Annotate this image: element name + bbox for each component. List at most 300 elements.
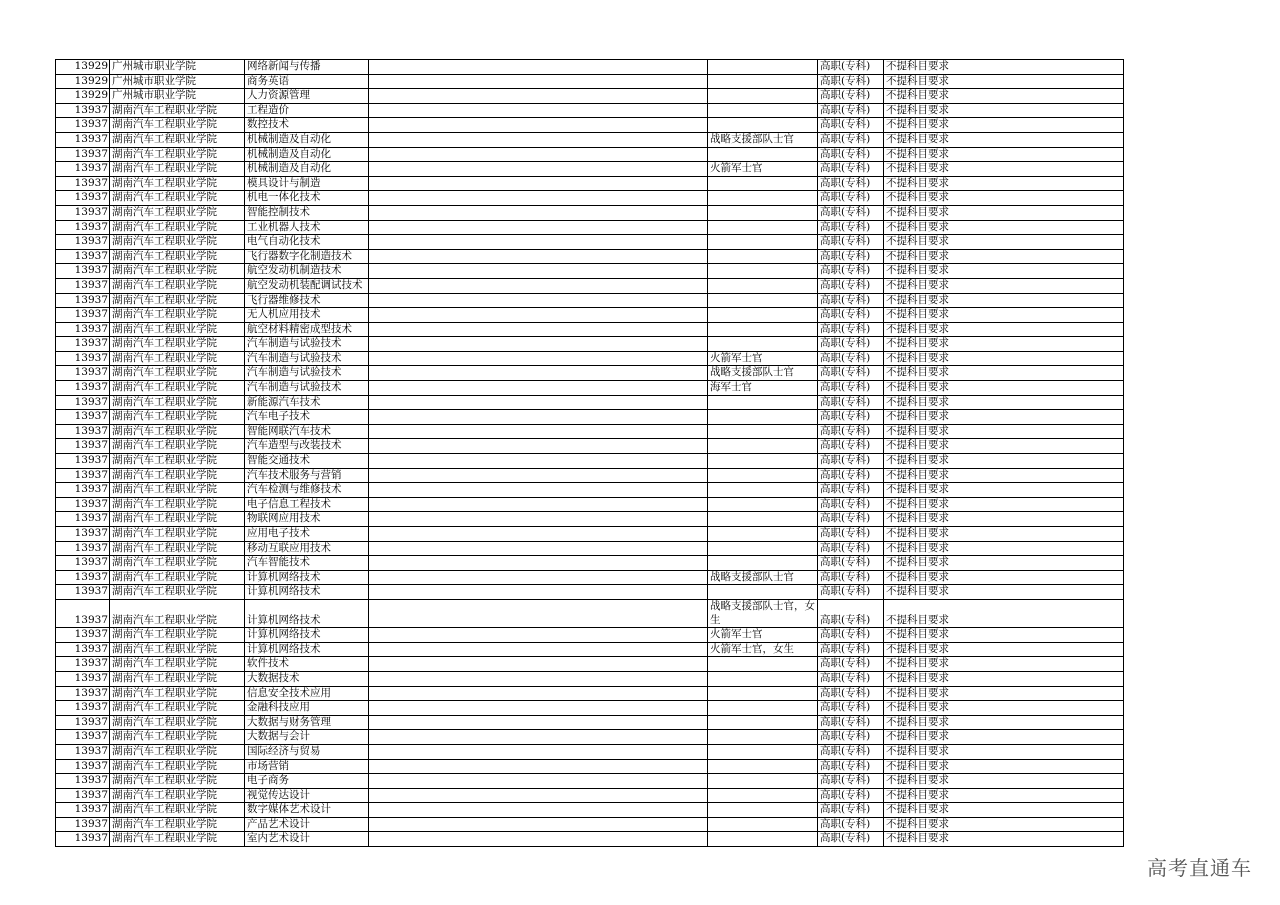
major-cell: 飞行器数字化制造技术 bbox=[245, 249, 369, 264]
level-cell: 高职(专科) bbox=[818, 556, 884, 571]
empty-cell bbox=[369, 744, 708, 759]
major-cell: 新能源汽车技术 bbox=[245, 395, 369, 410]
level-cell: 高职(专科) bbox=[818, 249, 884, 264]
table-row bbox=[56, 497, 1124, 512]
school-name-cell: 湖南汽车工程职业学院 bbox=[110, 803, 245, 818]
subject-requirement-cell: 不提科目要求 bbox=[884, 351, 1124, 366]
empty-cell bbox=[369, 454, 708, 469]
table-row bbox=[56, 628, 1124, 643]
empty-cell bbox=[369, 60, 708, 75]
table-row bbox=[56, 381, 1124, 396]
subject-requirement-cell: 不提科目要求 bbox=[884, 570, 1124, 585]
school-name-cell: 湖南汽车工程职业学院 bbox=[110, 191, 245, 206]
major-cell: 大数据与财务管理 bbox=[245, 715, 369, 730]
note-cell bbox=[708, 671, 818, 686]
level-cell: 高职(专科) bbox=[818, 817, 884, 832]
major-cell: 室内艺术设计 bbox=[245, 832, 369, 847]
school-name-cell: 湖南汽车工程职业学院 bbox=[110, 439, 245, 454]
empty-cell bbox=[369, 701, 708, 716]
empty-cell bbox=[369, 817, 708, 832]
level-cell: 高职(专科) bbox=[818, 89, 884, 104]
table-row bbox=[56, 599, 1124, 627]
note-cell bbox=[708, 220, 818, 235]
subject-requirement-cell: 不提科目要求 bbox=[884, 322, 1124, 337]
major-cell: 航空发动机制造技术 bbox=[245, 264, 369, 279]
major-cell: 航空材料精密成型技术 bbox=[245, 322, 369, 337]
subject-requirement-cell: 不提科目要求 bbox=[884, 308, 1124, 323]
major-cell: 汽车电子技术 bbox=[245, 410, 369, 425]
level-cell: 高职(专科) bbox=[818, 235, 884, 250]
level-cell: 高职(专科) bbox=[818, 759, 884, 774]
table-row bbox=[56, 686, 1124, 701]
table-row bbox=[56, 527, 1124, 542]
school-code-cell: 13937 bbox=[56, 410, 110, 425]
subject-requirement-cell: 不提科目要求 bbox=[884, 599, 1124, 627]
school-code-cell: 13937 bbox=[56, 381, 110, 396]
note-cell bbox=[708, 556, 818, 571]
table-row bbox=[56, 585, 1124, 600]
school-name-cell: 湖南汽车工程职业学院 bbox=[110, 162, 245, 177]
school-name-cell: 湖南汽车工程职业学院 bbox=[110, 235, 245, 250]
empty-cell bbox=[369, 832, 708, 847]
empty-cell bbox=[369, 468, 708, 483]
note-cell bbox=[708, 60, 818, 75]
school-name-cell: 湖南汽车工程职业学院 bbox=[110, 788, 245, 803]
level-cell: 高职(专科) bbox=[818, 803, 884, 818]
major-cell: 电气自动化技术 bbox=[245, 235, 369, 250]
school-name-cell: 湖南汽车工程职业学院 bbox=[110, 132, 245, 147]
table-row bbox=[56, 483, 1124, 498]
level-cell: 高职(专科) bbox=[818, 395, 884, 410]
level-cell: 高职(专科) bbox=[818, 671, 884, 686]
major-cell: 人力资源管理 bbox=[245, 89, 369, 104]
level-cell: 高职(专科) bbox=[818, 628, 884, 643]
level-cell: 高职(专科) bbox=[818, 788, 884, 803]
table-row bbox=[56, 774, 1124, 789]
level-cell: 高职(专科) bbox=[818, 570, 884, 585]
school-name-cell: 湖南汽车工程职业学院 bbox=[110, 512, 245, 527]
school-name-cell: 湖南汽车工程职业学院 bbox=[110, 308, 245, 323]
major-cell: 产品艺术设计 bbox=[245, 817, 369, 832]
major-cell: 视觉传达设计 bbox=[245, 788, 369, 803]
subject-requirement-cell: 不提科目要求 bbox=[884, 337, 1124, 352]
school-code-cell: 13937 bbox=[56, 628, 110, 643]
note-cell bbox=[708, 410, 818, 425]
table-row bbox=[56, 132, 1124, 147]
school-code-cell: 13937 bbox=[56, 293, 110, 308]
school-code-cell: 13937 bbox=[56, 599, 110, 627]
table-row bbox=[56, 118, 1124, 133]
school-name-cell: 湖南汽车工程职业学院 bbox=[110, 556, 245, 571]
note-cell bbox=[708, 103, 818, 118]
empty-cell bbox=[369, 541, 708, 556]
empty-cell bbox=[369, 424, 708, 439]
empty-cell bbox=[369, 774, 708, 789]
major-cell: 汽车制造与试验技术 bbox=[245, 351, 369, 366]
level-cell: 高职(专科) bbox=[818, 657, 884, 672]
subject-requirement-cell: 不提科目要求 bbox=[884, 759, 1124, 774]
note-cell bbox=[708, 468, 818, 483]
note-cell bbox=[708, 497, 818, 512]
school-code-cell: 13937 bbox=[56, 642, 110, 657]
note-cell bbox=[708, 832, 818, 847]
note-cell bbox=[708, 817, 818, 832]
major-cell: 飞行器维修技术 bbox=[245, 293, 369, 308]
school-name-cell: 湖南汽车工程职业学院 bbox=[110, 366, 245, 381]
watermark: 高考直通车 bbox=[1147, 856, 1252, 880]
school-code-cell: 13937 bbox=[56, 322, 110, 337]
empty-cell bbox=[369, 249, 708, 264]
school-name-cell: 湖南汽车工程职业学院 bbox=[110, 628, 245, 643]
empty-cell bbox=[369, 439, 708, 454]
note-cell bbox=[708, 278, 818, 293]
note-cell: 战略支援部队士官 bbox=[708, 366, 818, 381]
level-cell: 高职(专科) bbox=[818, 293, 884, 308]
note-cell bbox=[708, 118, 818, 133]
school-code-cell: 13937 bbox=[56, 454, 110, 469]
major-cell: 移动互联应用技术 bbox=[245, 541, 369, 556]
table-row bbox=[56, 89, 1124, 104]
school-code-cell: 13929 bbox=[56, 74, 110, 89]
empty-cell bbox=[369, 89, 708, 104]
level-cell: 高职(专科) bbox=[818, 497, 884, 512]
note-cell bbox=[708, 512, 818, 527]
major-cell: 数控技术 bbox=[245, 118, 369, 133]
empty-cell bbox=[369, 147, 708, 162]
empty-cell bbox=[369, 381, 708, 396]
school-code-cell: 13937 bbox=[56, 512, 110, 527]
empty-cell bbox=[369, 570, 708, 585]
subject-requirement-cell: 不提科目要求 bbox=[884, 103, 1124, 118]
subject-requirement-cell: 不提科目要求 bbox=[884, 424, 1124, 439]
school-code-cell: 13937 bbox=[56, 817, 110, 832]
note-cell bbox=[708, 337, 818, 352]
major-cell: 市场营销 bbox=[245, 759, 369, 774]
note-cell bbox=[708, 249, 818, 264]
subject-requirement-cell: 不提科目要求 bbox=[884, 293, 1124, 308]
major-cell: 物联网应用技术 bbox=[245, 512, 369, 527]
major-cell: 电子信息工程技术 bbox=[245, 497, 369, 512]
note-cell bbox=[708, 759, 818, 774]
note-cell bbox=[708, 264, 818, 279]
empty-cell bbox=[369, 556, 708, 571]
level-cell: 高职(专科) bbox=[818, 264, 884, 279]
table-row bbox=[56, 817, 1124, 832]
subject-requirement-cell: 不提科目要求 bbox=[884, 249, 1124, 264]
school-code-cell: 13937 bbox=[56, 308, 110, 323]
school-code-cell: 13937 bbox=[56, 264, 110, 279]
level-cell: 高职(专科) bbox=[818, 322, 884, 337]
table-row bbox=[56, 715, 1124, 730]
note-cell bbox=[708, 176, 818, 191]
school-name-cell: 湖南汽车工程职业学院 bbox=[110, 147, 245, 162]
table-row bbox=[56, 337, 1124, 352]
major-cell: 机械制造及自动化 bbox=[245, 147, 369, 162]
subject-requirement-cell: 不提科目要求 bbox=[884, 527, 1124, 542]
level-cell: 高职(专科) bbox=[818, 744, 884, 759]
major-cell: 汽车制造与试验技术 bbox=[245, 381, 369, 396]
school-name-cell: 湖南汽车工程职业学院 bbox=[110, 103, 245, 118]
school-code-cell: 13937 bbox=[56, 424, 110, 439]
table-row bbox=[56, 74, 1124, 89]
major-cell: 汽车制造与试验技术 bbox=[245, 337, 369, 352]
school-code-cell: 13937 bbox=[56, 570, 110, 585]
subject-requirement-cell: 不提科目要求 bbox=[884, 628, 1124, 643]
level-cell: 高职(专科) bbox=[818, 176, 884, 191]
note-cell bbox=[708, 774, 818, 789]
level-cell: 高职(专科) bbox=[818, 147, 884, 162]
subject-requirement-cell: 不提科目要求 bbox=[884, 817, 1124, 832]
major-cell: 无人机应用技术 bbox=[245, 308, 369, 323]
level-cell: 高职(专科) bbox=[818, 103, 884, 118]
table-row bbox=[56, 395, 1124, 410]
major-cell: 计算机网络技术 bbox=[245, 628, 369, 643]
empty-cell bbox=[369, 103, 708, 118]
subject-requirement-cell: 不提科目要求 bbox=[884, 744, 1124, 759]
subject-requirement-cell: 不提科目要求 bbox=[884, 541, 1124, 556]
subject-requirement-cell: 不提科目要求 bbox=[884, 205, 1124, 220]
level-cell: 高职(专科) bbox=[818, 366, 884, 381]
level-cell: 高职(专科) bbox=[818, 832, 884, 847]
school-code-cell: 13937 bbox=[56, 483, 110, 498]
level-cell: 高职(专科) bbox=[818, 205, 884, 220]
subject-requirement-cell: 不提科目要求 bbox=[884, 686, 1124, 701]
subject-requirement-cell: 不提科目要求 bbox=[884, 468, 1124, 483]
school-name-cell: 湖南汽车工程职业学院 bbox=[110, 570, 245, 585]
table-row bbox=[56, 788, 1124, 803]
empty-cell bbox=[369, 118, 708, 133]
empty-cell bbox=[369, 220, 708, 235]
major-cell: 大数据技术 bbox=[245, 671, 369, 686]
school-name-cell: 湖南汽车工程职业学院 bbox=[110, 395, 245, 410]
subject-requirement-cell: 不提科目要求 bbox=[884, 832, 1124, 847]
subject-requirement-cell: 不提科目要求 bbox=[884, 803, 1124, 818]
major-cell: 汽车技术服务与营销 bbox=[245, 468, 369, 483]
enrollment-table bbox=[55, 59, 1124, 847]
table-row bbox=[56, 642, 1124, 657]
school-name-cell: 湖南汽车工程职业学院 bbox=[110, 817, 245, 832]
school-name-cell: 广州城市职业学院 bbox=[110, 74, 245, 89]
level-cell: 高职(专科) bbox=[818, 585, 884, 600]
empty-cell bbox=[369, 366, 708, 381]
table-row bbox=[56, 832, 1124, 847]
school-code-cell: 13937 bbox=[56, 468, 110, 483]
school-code-cell: 13937 bbox=[56, 497, 110, 512]
table-row bbox=[56, 278, 1124, 293]
empty-cell bbox=[369, 132, 708, 147]
school-code-cell: 13937 bbox=[56, 788, 110, 803]
school-code-cell: 13937 bbox=[56, 556, 110, 571]
major-cell: 网络新闻与传播 bbox=[245, 60, 369, 75]
school-code-cell: 13937 bbox=[56, 147, 110, 162]
school-name-cell: 湖南汽车工程职业学院 bbox=[110, 527, 245, 542]
school-name-cell: 湖南汽车工程职业学院 bbox=[110, 278, 245, 293]
school-name-cell: 广州城市职业学院 bbox=[110, 60, 245, 75]
level-cell: 高职(专科) bbox=[818, 642, 884, 657]
level-cell: 高职(专科) bbox=[818, 527, 884, 542]
subject-requirement-cell: 不提科目要求 bbox=[884, 264, 1124, 279]
note-cell bbox=[708, 191, 818, 206]
level-cell: 高职(专科) bbox=[818, 541, 884, 556]
note-cell bbox=[708, 541, 818, 556]
table-row bbox=[56, 570, 1124, 585]
subject-requirement-cell: 不提科目要求 bbox=[884, 657, 1124, 672]
school-code-cell: 13937 bbox=[56, 585, 110, 600]
note-cell bbox=[708, 322, 818, 337]
school-code-cell: 13937 bbox=[56, 220, 110, 235]
table-row bbox=[56, 176, 1124, 191]
school-name-cell: 湖南汽车工程职业学院 bbox=[110, 701, 245, 716]
empty-cell bbox=[369, 191, 708, 206]
school-name-cell: 湖南汽车工程职业学院 bbox=[110, 424, 245, 439]
note-cell bbox=[708, 483, 818, 498]
major-cell: 商务英语 bbox=[245, 74, 369, 89]
subject-requirement-cell: 不提科目要求 bbox=[884, 483, 1124, 498]
school-name-cell: 湖南汽车工程职业学院 bbox=[110, 351, 245, 366]
table-row bbox=[56, 191, 1124, 206]
table-row bbox=[56, 264, 1124, 279]
subject-requirement-cell: 不提科目要求 bbox=[884, 730, 1124, 745]
table-row bbox=[56, 454, 1124, 469]
school-code-cell: 13937 bbox=[56, 351, 110, 366]
major-cell: 大数据与会计 bbox=[245, 730, 369, 745]
school-name-cell: 湖南汽车工程职业学院 bbox=[110, 657, 245, 672]
level-cell: 高职(专科) bbox=[818, 730, 884, 745]
school-code-cell: 13937 bbox=[56, 671, 110, 686]
empty-cell bbox=[369, 686, 708, 701]
school-code-cell: 13937 bbox=[56, 527, 110, 542]
empty-cell bbox=[369, 176, 708, 191]
school-code-cell: 13937 bbox=[56, 118, 110, 133]
school-code-cell: 13937 bbox=[56, 176, 110, 191]
table-row bbox=[56, 60, 1124, 75]
major-cell: 计算机网络技术 bbox=[245, 642, 369, 657]
note-cell bbox=[708, 293, 818, 308]
empty-cell bbox=[369, 337, 708, 352]
empty-cell bbox=[369, 657, 708, 672]
level-cell: 高职(专科) bbox=[818, 774, 884, 789]
school-code-cell: 13937 bbox=[56, 774, 110, 789]
table-row bbox=[56, 103, 1124, 118]
school-name-cell: 湖南汽车工程职业学院 bbox=[110, 497, 245, 512]
empty-cell bbox=[369, 628, 708, 643]
level-cell: 高职(专科) bbox=[818, 278, 884, 293]
school-code-cell: 13937 bbox=[56, 395, 110, 410]
empty-cell bbox=[369, 205, 708, 220]
school-code-cell: 13937 bbox=[56, 832, 110, 847]
major-cell: 计算机网络技术 bbox=[245, 585, 369, 600]
empty-cell bbox=[369, 293, 708, 308]
school-code-cell: 13937 bbox=[56, 803, 110, 818]
major-cell: 智能交通技术 bbox=[245, 454, 369, 469]
note-cell: 海军士官 bbox=[708, 381, 818, 396]
level-cell: 高职(专科) bbox=[818, 74, 884, 89]
empty-cell bbox=[369, 759, 708, 774]
school-code-cell: 13937 bbox=[56, 191, 110, 206]
major-cell: 应用电子技术 bbox=[245, 527, 369, 542]
school-name-cell: 湖南汽车工程职业学院 bbox=[110, 293, 245, 308]
subject-requirement-cell: 不提科目要求 bbox=[884, 642, 1124, 657]
empty-cell bbox=[369, 671, 708, 686]
empty-cell bbox=[369, 585, 708, 600]
empty-cell bbox=[369, 395, 708, 410]
note-cell bbox=[708, 147, 818, 162]
table-row bbox=[56, 759, 1124, 774]
empty-cell bbox=[369, 308, 708, 323]
school-code-cell: 13937 bbox=[56, 205, 110, 220]
empty-cell bbox=[369, 351, 708, 366]
school-name-cell: 湖南汽车工程职业学院 bbox=[110, 176, 245, 191]
major-cell: 工业机器人技术 bbox=[245, 220, 369, 235]
subject-requirement-cell: 不提科目要求 bbox=[884, 147, 1124, 162]
note-cell bbox=[708, 74, 818, 89]
level-cell: 高职(专科) bbox=[818, 410, 884, 425]
school-name-cell: 湖南汽车工程职业学院 bbox=[110, 454, 245, 469]
school-code-cell: 13929 bbox=[56, 89, 110, 104]
major-cell: 汽车制造与试验技术 bbox=[245, 366, 369, 381]
empty-cell bbox=[369, 512, 708, 527]
empty-cell bbox=[369, 278, 708, 293]
school-code-cell: 13937 bbox=[56, 744, 110, 759]
level-cell: 高职(专科) bbox=[818, 308, 884, 323]
table-body bbox=[56, 60, 1124, 847]
major-cell: 模具设计与制造 bbox=[245, 176, 369, 191]
note-cell bbox=[708, 686, 818, 701]
school-code-cell: 13937 bbox=[56, 366, 110, 381]
school-code-cell: 13937 bbox=[56, 759, 110, 774]
school-code-cell: 13937 bbox=[56, 686, 110, 701]
table-row bbox=[56, 803, 1124, 818]
note-cell bbox=[708, 585, 818, 600]
table-row bbox=[56, 657, 1124, 672]
subject-requirement-cell: 不提科目要求 bbox=[884, 74, 1124, 89]
empty-cell bbox=[369, 730, 708, 745]
level-cell: 高职(专科) bbox=[818, 191, 884, 206]
school-code-cell: 13937 bbox=[56, 541, 110, 556]
school-name-cell: 湖南汽车工程职业学院 bbox=[110, 205, 245, 220]
table-row bbox=[56, 671, 1124, 686]
subject-requirement-cell: 不提科目要求 bbox=[884, 556, 1124, 571]
school-name-cell: 湖南汽车工程职业学院 bbox=[110, 671, 245, 686]
school-code-cell: 13937 bbox=[56, 730, 110, 745]
subject-requirement-cell: 不提科目要求 bbox=[884, 60, 1124, 75]
school-name-cell: 湖南汽车工程职业学院 bbox=[110, 759, 245, 774]
school-code-cell: 13937 bbox=[56, 132, 110, 147]
subject-requirement-cell: 不提科目要求 bbox=[884, 235, 1124, 250]
table-row bbox=[56, 556, 1124, 571]
table-row bbox=[56, 410, 1124, 425]
major-cell: 机械制造及自动化 bbox=[245, 162, 369, 177]
subject-requirement-cell: 不提科目要求 bbox=[884, 176, 1124, 191]
school-name-cell: 湖南汽车工程职业学院 bbox=[110, 410, 245, 425]
subject-requirement-cell: 不提科目要求 bbox=[884, 366, 1124, 381]
school-name-cell: 湖南汽车工程职业学院 bbox=[110, 730, 245, 745]
empty-cell bbox=[369, 715, 708, 730]
empty-cell bbox=[369, 410, 708, 425]
major-cell: 智能网联汽车技术 bbox=[245, 424, 369, 439]
empty-cell bbox=[369, 788, 708, 803]
table-row bbox=[56, 366, 1124, 381]
subject-requirement-cell: 不提科目要求 bbox=[884, 191, 1124, 206]
table-row bbox=[56, 468, 1124, 483]
subject-requirement-cell: 不提科目要求 bbox=[884, 395, 1124, 410]
empty-cell bbox=[369, 497, 708, 512]
school-name-cell: 广州城市职业学院 bbox=[110, 89, 245, 104]
empty-cell bbox=[369, 803, 708, 818]
subject-requirement-cell: 不提科目要求 bbox=[884, 278, 1124, 293]
school-code-cell: 13937 bbox=[56, 249, 110, 264]
major-cell: 电子商务 bbox=[245, 774, 369, 789]
